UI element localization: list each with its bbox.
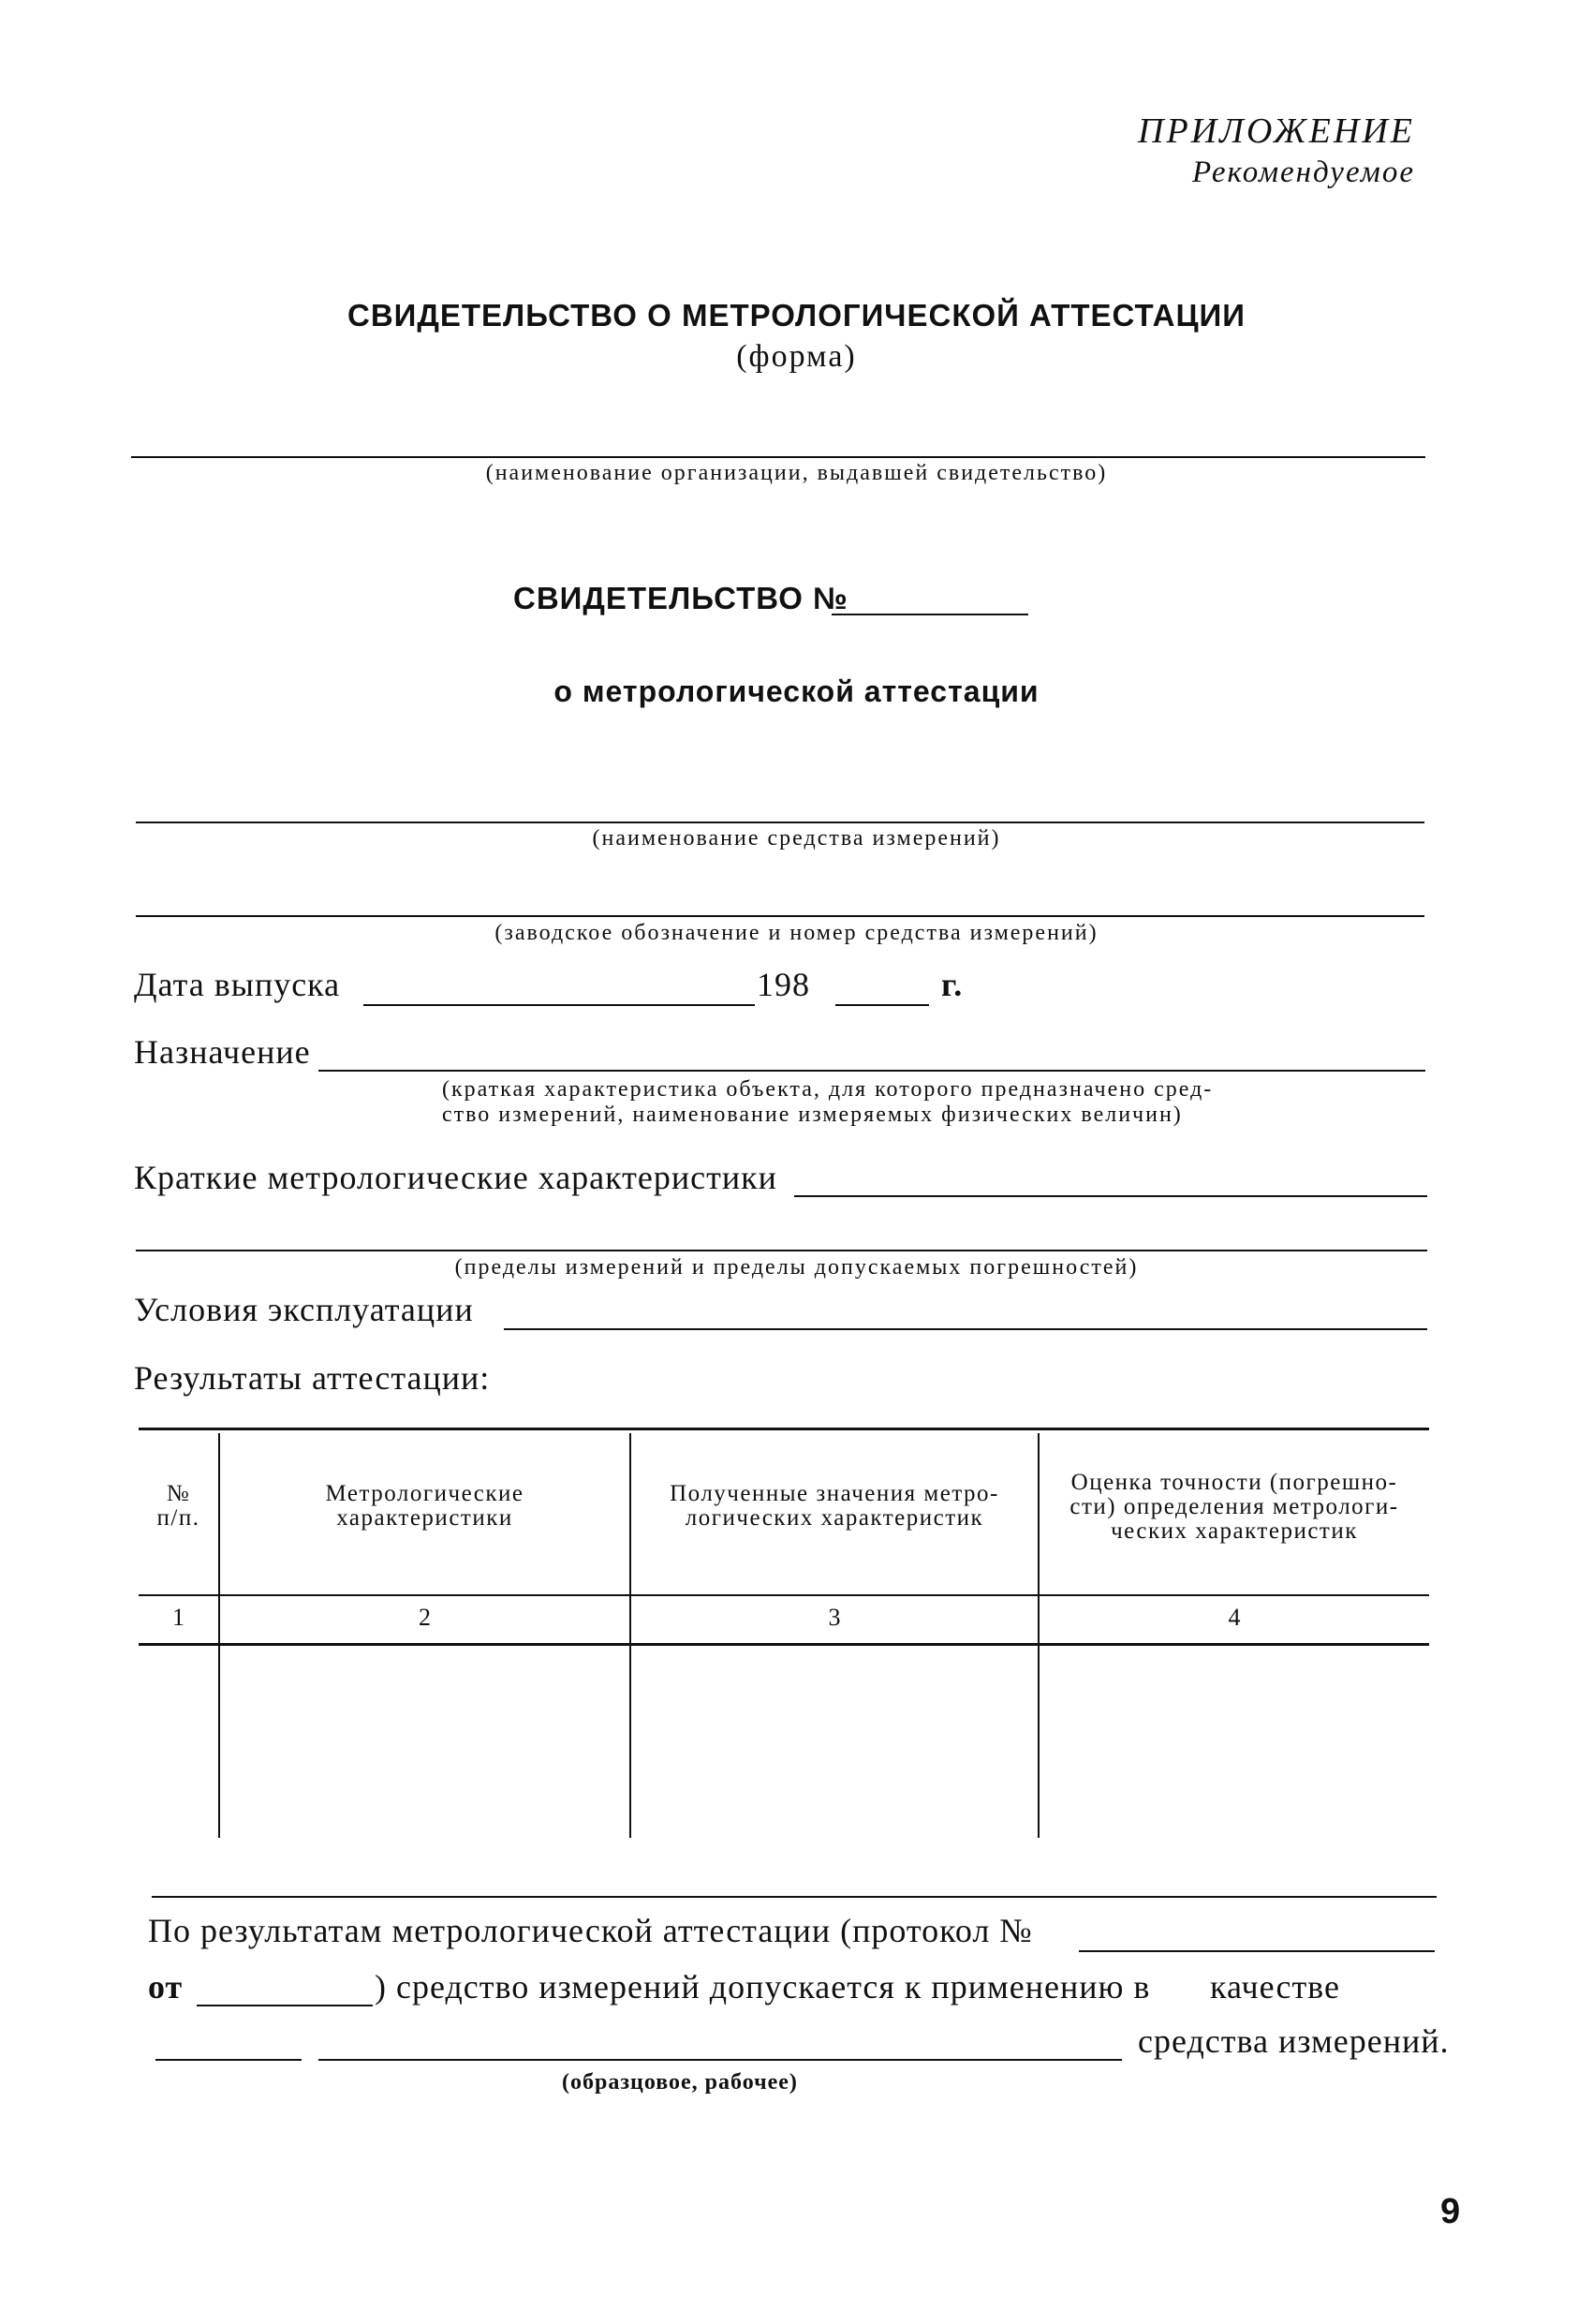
header-text: ческих характеристик <box>1111 1518 1358 1544</box>
conclusion-line3-end: средства измерений. <box>1138 2022 1450 2060</box>
header-text: Метрологические <box>325 1481 524 1506</box>
certificate-number-label: СВИДЕТЕЛЬСТВО № <box>513 581 848 615</box>
as-label: качестве <box>1210 1968 1340 2006</box>
release-date-label: Дата выпуска <box>134 966 341 1003</box>
purpose-field-line[interactable] <box>318 1070 1425 1072</box>
year-prefix: 198 <box>757 966 810 1003</box>
certificate-number-field[interactable] <box>832 614 1028 615</box>
certificate-subtitle: о метрологической аттестации <box>553 674 1040 708</box>
table-header-characteristics <box>220 1482 629 1531</box>
type-field-short[interactable] <box>155 2059 302 2061</box>
results-label: Результаты аттестации: <box>134 1359 491 1397</box>
year-field[interactable] <box>835 1004 929 1006</box>
serial-caption: (заводское обозначение и номер средства измерений) <box>494 921 1099 945</box>
purpose-label: Назначение <box>134 1033 311 1071</box>
form-label: (форма) <box>736 339 857 374</box>
separator-line <box>152 1896 1437 1898</box>
conditions-field-line[interactable] <box>504 1328 1427 1330</box>
header-text: характеристики <box>336 1505 513 1531</box>
characteristics-field-line[interactable] <box>794 1195 1427 1197</box>
table-col-number-1: 1 <box>172 1604 184 1631</box>
type-field-long[interactable] <box>318 2059 1122 2061</box>
header-text: сти) определения метрологи- <box>1069 1494 1399 1519</box>
year-suffix: г. <box>941 966 964 1003</box>
table-header-obtained-values <box>631 1482 1038 1531</box>
table-header-bottom-border <box>139 1594 1429 1596</box>
purpose-caption-line1: (краткая характеристика объекта, для которого предназначено сред- <box>442 1077 1214 1102</box>
table-top-border <box>139 1428 1429 1430</box>
organization-field-line[interactable] <box>131 456 1425 458</box>
header-text: Полученные значения метро- <box>670 1481 999 1506</box>
instrument-name-caption: (наименование средства измерений) <box>592 826 1001 851</box>
document-title: СВИДЕТЕЛЬСТВО О МЕТРОЛОГИЧЕСКОЙ АТТЕСТАЦИИ <box>347 298 1246 333</box>
recommended-label: Рекомендуемое <box>1191 155 1415 189</box>
instrument-name-field-line[interactable] <box>136 822 1424 823</box>
table-col-number-3: 3 <box>828 1604 841 1631</box>
page-number: 9 <box>1440 2192 1461 2231</box>
header-text: логических характеристик <box>685 1505 984 1531</box>
protocol-date-field[interactable] <box>197 2005 373 2006</box>
serial-field-line[interactable] <box>136 915 1424 917</box>
purpose-caption-line2: ство измерений, наименование измеряемых физических величин) <box>442 1103 1183 1127</box>
release-date-field[interactable] <box>363 1004 755 1006</box>
characteristics-label: Краткие метрологические характеристики <box>134 1159 777 1196</box>
from-label: от <box>148 1968 184 2006</box>
table-col-number-4: 4 <box>1228 1604 1241 1631</box>
header-text: п/п. <box>156 1505 200 1531</box>
appendix-label: ПРИЛОЖЕНИЕ <box>1138 111 1415 151</box>
table-header-number <box>139 1482 218 1531</box>
organization-caption: (наименование организации, выдавшей свидетельство) <box>485 461 1108 485</box>
table-header-accuracy <box>1040 1471 1429 1544</box>
conclusion-line1: По результатам метрологической аттестации (протокол № <box>148 1912 1033 1949</box>
protocol-number-field[interactable] <box>1079 1950 1435 1952</box>
type-caption: (образцовое, рабочее) <box>562 2070 798 2095</box>
limits-caption: (пределы измерений и пределы допускаемых погрешностей) <box>454 1255 1139 1280</box>
header-text: № <box>166 1481 191 1506</box>
conclusion-line2: ) средство измерений допускается к применению в <box>375 1968 1151 2006</box>
conditions-label: Условия эксплуатации <box>134 1291 474 1328</box>
characteristics-field-line-2[interactable] <box>136 1250 1427 1251</box>
table-col-number-2: 2 <box>419 1604 431 1631</box>
table-numbers-bottom-border <box>139 1643 1429 1646</box>
header-text: Оценка точности (погрешно- <box>1070 1470 1398 1495</box>
